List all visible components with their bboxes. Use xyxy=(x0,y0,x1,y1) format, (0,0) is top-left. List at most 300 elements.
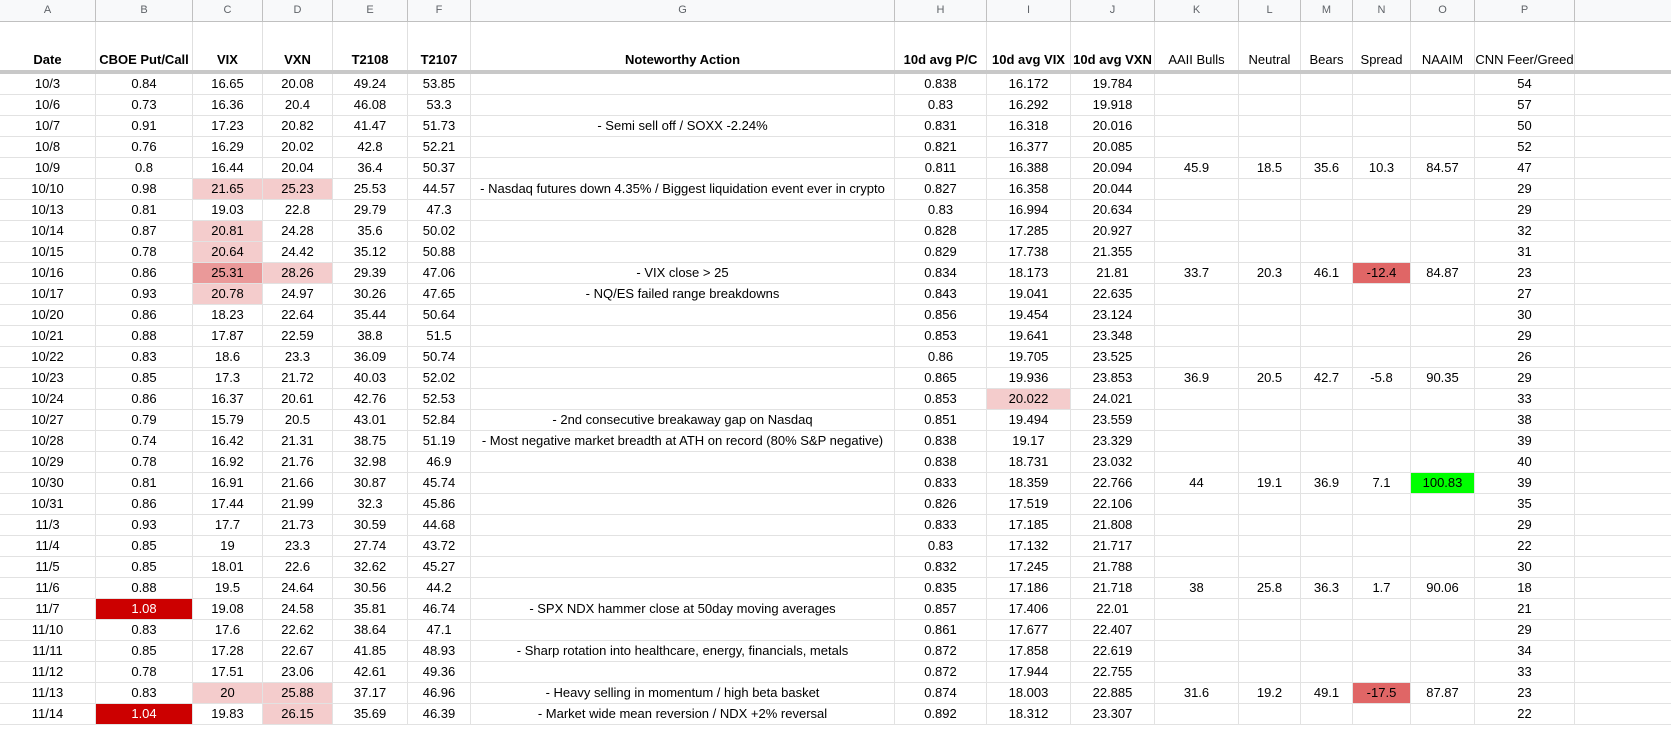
table-cell[interactable]: 42.61 xyxy=(333,662,408,682)
table-cell[interactable]: 41.47 xyxy=(333,116,408,136)
table-cell[interactable] xyxy=(1411,641,1475,661)
table-cell[interactable]: 19.641 xyxy=(987,326,1071,346)
table-cell[interactable]: -5.8 xyxy=(1353,368,1411,388)
table-cell[interactable]: 11/7 xyxy=(0,599,96,619)
table-cell[interactable] xyxy=(1155,389,1239,409)
note-cell[interactable] xyxy=(471,515,895,535)
table-cell[interactable]: 23.3 xyxy=(263,536,333,556)
table-cell[interactable]: 10/20 xyxy=(0,305,96,325)
table-cell[interactable]: 15.79 xyxy=(193,410,263,430)
table-cell[interactable]: 49.36 xyxy=(408,662,471,682)
table-cell[interactable]: 21.808 xyxy=(1071,515,1155,535)
table-cell[interactable]: 0.843 xyxy=(895,284,987,304)
table-cell[interactable]: 46.39 xyxy=(408,704,471,724)
table-cell[interactable]: 21.31 xyxy=(263,431,333,451)
table-cell[interactable]: 33.7 xyxy=(1155,263,1239,283)
table-cell[interactable]: 20.634 xyxy=(1071,200,1155,220)
table-cell[interactable]: 30.56 xyxy=(333,578,408,598)
table-cell[interactable] xyxy=(1411,599,1475,619)
table-cell[interactable]: 33 xyxy=(1475,389,1575,409)
note-cell[interactable] xyxy=(471,200,895,220)
table-cell[interactable]: 100.83 xyxy=(1411,473,1475,493)
table-cell[interactable]: 0.86 xyxy=(96,263,193,283)
table-cell[interactable]: 19 xyxy=(193,536,263,556)
column-letter-g[interactable]: G xyxy=(471,0,895,21)
table-cell[interactable]: 26.15 xyxy=(263,704,333,724)
note-cell[interactable]: - NQ/ES failed range breakdowns xyxy=(471,284,895,304)
table-cell[interactable] xyxy=(1353,494,1411,514)
table-cell[interactable]: 10/16 xyxy=(0,263,96,283)
table-cell[interactable]: 22.59 xyxy=(263,326,333,346)
note-cell[interactable]: - Nasdaq futures down 4.35% / Biggest liquidation event ever in crypto xyxy=(471,179,895,199)
table-cell[interactable]: 17.7 xyxy=(193,515,263,535)
table-cell[interactable] xyxy=(1239,137,1301,157)
table-cell[interactable] xyxy=(1239,200,1301,220)
table-cell[interactable]: 20.04 xyxy=(263,158,333,178)
header-cell[interactable]: Date xyxy=(0,22,96,70)
table-cell[interactable]: 17.677 xyxy=(987,620,1071,640)
table-cell[interactable]: 10/28 xyxy=(0,431,96,451)
table-cell[interactable] xyxy=(1239,410,1301,430)
table-cell[interactable] xyxy=(1239,620,1301,640)
table-cell[interactable]: 16.172 xyxy=(987,74,1071,94)
table-cell[interactable]: 17.6 xyxy=(193,620,263,640)
table-cell[interactable]: 0.88 xyxy=(96,326,193,346)
table-cell[interactable] xyxy=(1155,599,1239,619)
table-cell[interactable] xyxy=(1239,74,1301,94)
table-cell[interactable]: 90.06 xyxy=(1411,578,1475,598)
table-cell[interactable]: 35.81 xyxy=(333,599,408,619)
table-cell[interactable] xyxy=(1411,200,1475,220)
table-cell[interactable]: 20.61 xyxy=(263,389,333,409)
note-cell[interactable] xyxy=(471,452,895,472)
table-cell[interactable]: 36.9 xyxy=(1155,368,1239,388)
table-cell[interactable]: 0.838 xyxy=(895,431,987,451)
table-cell[interactable]: 10/27 xyxy=(0,410,96,430)
table-cell[interactable]: 35.12 xyxy=(333,242,408,262)
table-cell[interactable]: 16.37 xyxy=(193,389,263,409)
header-cell[interactable]: T2107 xyxy=(408,22,471,70)
column-letter-b[interactable]: B xyxy=(96,0,193,21)
table-cell[interactable]: 18.173 xyxy=(987,263,1071,283)
table-cell[interactable]: 20.5 xyxy=(263,410,333,430)
table-cell[interactable] xyxy=(1301,494,1353,514)
table-cell[interactable]: 53.85 xyxy=(408,74,471,94)
note-cell[interactable] xyxy=(471,347,895,367)
table-cell[interactable]: 0.826 xyxy=(895,494,987,514)
note-cell[interactable] xyxy=(471,494,895,514)
table-cell[interactable] xyxy=(1301,179,1353,199)
table-cell[interactable]: 22.64 xyxy=(263,305,333,325)
table-cell[interactable]: 16.42 xyxy=(193,431,263,451)
table-cell[interactable]: 20.64 xyxy=(193,242,263,262)
note-cell[interactable] xyxy=(471,368,895,388)
table-cell[interactable]: 16.358 xyxy=(987,179,1071,199)
table-cell[interactable]: 0.86 xyxy=(96,494,193,514)
table-cell[interactable]: 0.87 xyxy=(96,221,193,241)
table-cell[interactable]: 0.78 xyxy=(96,452,193,472)
table-cell[interactable] xyxy=(1353,641,1411,661)
column-letter-h[interactable]: H xyxy=(895,0,987,21)
table-cell[interactable]: 30.26 xyxy=(333,284,408,304)
table-cell[interactable]: 46.96 xyxy=(408,683,471,703)
table-cell[interactable]: 18.23 xyxy=(193,305,263,325)
header-cell[interactable]: Bears xyxy=(1301,22,1353,70)
table-cell[interactable]: 0.83 xyxy=(96,683,193,703)
table-cell[interactable]: 0.861 xyxy=(895,620,987,640)
header-cell[interactable]: CNN Feer/Greed xyxy=(1475,22,1575,70)
table-cell[interactable]: 23.124 xyxy=(1071,305,1155,325)
table-cell[interactable] xyxy=(1353,431,1411,451)
table-cell[interactable]: 52.02 xyxy=(408,368,471,388)
table-cell[interactable] xyxy=(1239,326,1301,346)
table-cell[interactable]: -12.4 xyxy=(1353,263,1411,283)
table-cell[interactable]: 50.37 xyxy=(408,158,471,178)
note-cell[interactable]: - 2nd consecutive breakaway gap on Nasdaq xyxy=(471,410,895,430)
table-cell[interactable]: 1.08 xyxy=(96,599,193,619)
table-cell[interactable]: 45.74 xyxy=(408,473,471,493)
table-cell[interactable]: 11/4 xyxy=(0,536,96,556)
table-cell[interactable]: 49.1 xyxy=(1301,683,1353,703)
note-cell[interactable] xyxy=(471,389,895,409)
table-cell[interactable]: 44.57 xyxy=(408,179,471,199)
table-cell[interactable] xyxy=(1301,410,1353,430)
table-cell[interactable]: 1.04 xyxy=(96,704,193,724)
table-cell[interactable]: 47.06 xyxy=(408,263,471,283)
note-cell[interactable] xyxy=(471,620,895,640)
note-cell[interactable]: - Heavy selling in momentum / high beta basket xyxy=(471,683,895,703)
table-cell[interactable]: 10/17 xyxy=(0,284,96,304)
table-cell[interactable]: 19.83 xyxy=(193,704,263,724)
table-cell[interactable] xyxy=(1301,347,1353,367)
table-cell[interactable]: 16.36 xyxy=(193,95,263,115)
header-cell[interactable]: 10d avg VXN xyxy=(1071,22,1155,70)
table-cell[interactable]: 10/31 xyxy=(0,494,96,514)
table-cell[interactable]: 17.23 xyxy=(193,116,263,136)
table-cell[interactable] xyxy=(1239,452,1301,472)
note-cell[interactable] xyxy=(471,137,895,157)
table-cell[interactable]: 0.872 xyxy=(895,641,987,661)
table-cell[interactable]: 51.73 xyxy=(408,116,471,136)
table-cell[interactable]: 19.03 xyxy=(193,200,263,220)
table-cell[interactable]: 47.1 xyxy=(408,620,471,640)
table-cell[interactable]: 39 xyxy=(1475,473,1575,493)
table-cell[interactable]: 0.821 xyxy=(895,137,987,157)
table-cell[interactable]: 11/5 xyxy=(0,557,96,577)
table-cell[interactable]: 0.81 xyxy=(96,200,193,220)
table-cell[interactable]: 0.853 xyxy=(895,326,987,346)
table-cell[interactable]: 24.97 xyxy=(263,284,333,304)
table-cell[interactable]: 11/3 xyxy=(0,515,96,535)
table-cell[interactable] xyxy=(1353,326,1411,346)
table-cell[interactable]: 24.28 xyxy=(263,221,333,241)
table-cell[interactable]: 17.185 xyxy=(987,515,1071,535)
table-cell[interactable]: 87.87 xyxy=(1411,683,1475,703)
table-cell[interactable]: 16.44 xyxy=(193,158,263,178)
header-cell[interactable]: T2108 xyxy=(333,22,408,70)
table-cell[interactable]: 47 xyxy=(1475,158,1575,178)
table-cell[interactable] xyxy=(1353,704,1411,724)
table-cell[interactable]: 0.832 xyxy=(895,557,987,577)
table-cell[interactable]: 0.85 xyxy=(96,368,193,388)
table-cell[interactable] xyxy=(1155,221,1239,241)
table-cell[interactable]: 20.016 xyxy=(1071,116,1155,136)
table-cell[interactable] xyxy=(1239,599,1301,619)
table-cell[interactable]: 50.88 xyxy=(408,242,471,262)
table-cell[interactable]: 0.833 xyxy=(895,515,987,535)
table-cell[interactable] xyxy=(1353,536,1411,556)
table-cell[interactable]: 0.827 xyxy=(895,179,987,199)
table-cell[interactable]: 17.28 xyxy=(193,641,263,661)
table-cell[interactable]: 0.8 xyxy=(96,158,193,178)
table-cell[interactable]: 24.58 xyxy=(263,599,333,619)
table-cell[interactable]: 0.833 xyxy=(895,473,987,493)
table-cell[interactable] xyxy=(1411,662,1475,682)
table-cell[interactable] xyxy=(1239,641,1301,661)
table-cell[interactable]: 30.87 xyxy=(333,473,408,493)
table-cell[interactable] xyxy=(1301,116,1353,136)
table-cell[interactable]: 17.519 xyxy=(987,494,1071,514)
table-cell[interactable]: 19.041 xyxy=(987,284,1071,304)
table-cell[interactable]: 0.853 xyxy=(895,389,987,409)
table-cell[interactable]: 10/24 xyxy=(0,389,96,409)
table-cell[interactable]: 35.44 xyxy=(333,305,408,325)
table-cell[interactable]: 32.62 xyxy=(333,557,408,577)
table-cell[interactable] xyxy=(1301,74,1353,94)
table-cell[interactable] xyxy=(1411,347,1475,367)
table-cell[interactable] xyxy=(1155,704,1239,724)
table-cell[interactable]: 44.2 xyxy=(408,578,471,598)
table-cell[interactable] xyxy=(1353,74,1411,94)
table-cell[interactable]: 44 xyxy=(1155,473,1239,493)
table-cell[interactable]: 34 xyxy=(1475,641,1575,661)
table-cell[interactable]: 23.525 xyxy=(1071,347,1155,367)
table-cell[interactable]: 19.454 xyxy=(987,305,1071,325)
header-cell[interactable]: VIX xyxy=(193,22,263,70)
table-cell[interactable] xyxy=(1155,620,1239,640)
table-cell[interactable]: 16.91 xyxy=(193,473,263,493)
table-cell[interactable]: 41.85 xyxy=(333,641,408,661)
note-cell[interactable] xyxy=(471,158,895,178)
table-cell[interactable]: 21.355 xyxy=(1071,242,1155,262)
table-cell[interactable] xyxy=(1301,326,1353,346)
table-cell[interactable] xyxy=(1411,389,1475,409)
table-cell[interactable] xyxy=(1301,389,1353,409)
table-cell[interactable]: 0.76 xyxy=(96,137,193,157)
table-cell[interactable] xyxy=(1155,95,1239,115)
table-cell[interactable]: 19.5 xyxy=(193,578,263,598)
note-cell[interactable]: - VIX close > 25 xyxy=(471,263,895,283)
table-cell[interactable]: 29 xyxy=(1475,515,1575,535)
table-cell[interactable]: 21 xyxy=(1475,599,1575,619)
table-cell[interactable] xyxy=(1411,242,1475,262)
table-cell[interactable]: 0.85 xyxy=(96,536,193,556)
table-cell[interactable]: 40 xyxy=(1475,452,1575,472)
table-cell[interactable] xyxy=(1411,74,1475,94)
table-cell[interactable] xyxy=(1353,200,1411,220)
table-cell[interactable]: 16.318 xyxy=(987,116,1071,136)
table-cell[interactable]: 22.885 xyxy=(1071,683,1155,703)
table-cell[interactable]: 25.23 xyxy=(263,179,333,199)
table-cell[interactable] xyxy=(1411,704,1475,724)
table-cell[interactable] xyxy=(1353,515,1411,535)
table-cell[interactable]: 46.08 xyxy=(333,95,408,115)
table-cell[interactable]: 17.87 xyxy=(193,326,263,346)
table-cell[interactable]: 20.022 xyxy=(987,389,1071,409)
table-cell[interactable]: 51.5 xyxy=(408,326,471,346)
table-cell[interactable]: 10/30 xyxy=(0,473,96,493)
table-cell[interactable] xyxy=(1411,284,1475,304)
table-cell[interactable]: 10/23 xyxy=(0,368,96,388)
table-cell[interactable]: 27 xyxy=(1475,284,1575,304)
table-cell[interactable]: 36.9 xyxy=(1301,473,1353,493)
table-cell[interactable]: 0.85 xyxy=(96,641,193,661)
note-cell[interactable] xyxy=(471,662,895,682)
table-cell[interactable]: 84.87 xyxy=(1411,263,1475,283)
table-cell[interactable]: 23.032 xyxy=(1071,452,1155,472)
table-cell[interactable] xyxy=(1301,599,1353,619)
table-cell[interactable]: 10.3 xyxy=(1353,158,1411,178)
table-cell[interactable]: 31 xyxy=(1475,242,1575,262)
table-cell[interactable]: 23.853 xyxy=(1071,368,1155,388)
table-cell[interactable] xyxy=(1301,515,1353,535)
table-cell[interactable] xyxy=(1239,347,1301,367)
table-cell[interactable]: 22.8 xyxy=(263,200,333,220)
table-cell[interactable]: 0.83 xyxy=(895,95,987,115)
table-cell[interactable]: 38 xyxy=(1155,578,1239,598)
table-cell[interactable] xyxy=(1411,494,1475,514)
table-cell[interactable]: 21.788 xyxy=(1071,557,1155,577)
table-cell[interactable]: 23 xyxy=(1475,683,1575,703)
table-cell[interactable]: 0.874 xyxy=(895,683,987,703)
table-cell[interactable] xyxy=(1353,452,1411,472)
table-cell[interactable]: 17.3 xyxy=(193,368,263,388)
table-cell[interactable]: 20.82 xyxy=(263,116,333,136)
table-cell[interactable]: 25.53 xyxy=(333,179,408,199)
table-cell[interactable]: 18.359 xyxy=(987,473,1071,493)
table-cell[interactable]: 22 xyxy=(1475,536,1575,556)
table-cell[interactable] xyxy=(1301,95,1353,115)
note-cell[interactable] xyxy=(471,536,895,556)
table-cell[interactable] xyxy=(1239,116,1301,136)
table-cell[interactable]: 10/22 xyxy=(0,347,96,367)
table-cell[interactable]: 10/21 xyxy=(0,326,96,346)
table-cell[interactable] xyxy=(1155,242,1239,262)
table-cell[interactable]: 28.26 xyxy=(263,263,333,283)
table-cell[interactable] xyxy=(1353,179,1411,199)
table-cell[interactable]: 11/11 xyxy=(0,641,96,661)
table-cell[interactable] xyxy=(1411,326,1475,346)
column-letter-a[interactable]: A xyxy=(0,0,96,21)
table-cell[interactable]: 0.838 xyxy=(895,452,987,472)
header-cell[interactable]: NAAIM xyxy=(1411,22,1475,70)
table-cell[interactable]: 16.377 xyxy=(987,137,1071,157)
table-cell[interactable]: 19.784 xyxy=(1071,74,1155,94)
table-cell[interactable]: 18.01 xyxy=(193,557,263,577)
table-cell[interactable]: 44.68 xyxy=(408,515,471,535)
table-cell[interactable] xyxy=(1411,221,1475,241)
table-cell[interactable]: 1.7 xyxy=(1353,578,1411,598)
table-cell[interactable]: 45.9 xyxy=(1155,158,1239,178)
table-cell[interactable]: 18.312 xyxy=(987,704,1071,724)
table-cell[interactable] xyxy=(1411,515,1475,535)
table-cell[interactable] xyxy=(1239,515,1301,535)
table-cell[interactable]: 42.7 xyxy=(1301,368,1353,388)
note-cell[interactable] xyxy=(471,326,895,346)
table-cell[interactable]: 10/29 xyxy=(0,452,96,472)
table-cell[interactable]: 20.81 xyxy=(193,221,263,241)
table-cell[interactable]: 0.811 xyxy=(895,158,987,178)
table-cell[interactable]: 21.717 xyxy=(1071,536,1155,556)
table-cell[interactable] xyxy=(1411,431,1475,451)
table-cell[interactable]: 50.02 xyxy=(408,221,471,241)
table-cell[interactable]: 0.83 xyxy=(96,347,193,367)
table-cell[interactable]: 18.5 xyxy=(1239,158,1301,178)
table-cell[interactable]: 0.78 xyxy=(96,662,193,682)
table-cell[interactable]: 16.388 xyxy=(987,158,1071,178)
table-cell[interactable]: 22.01 xyxy=(1071,599,1155,619)
table-cell[interactable]: 0.834 xyxy=(895,263,987,283)
column-letter-m[interactable]: M xyxy=(1301,0,1353,21)
table-cell[interactable]: 0.831 xyxy=(895,116,987,136)
note-cell[interactable] xyxy=(471,221,895,241)
column-letter-p[interactable]: P xyxy=(1475,0,1575,21)
header-cell[interactable]: Spread xyxy=(1353,22,1411,70)
table-cell[interactable] xyxy=(1301,431,1353,451)
table-cell[interactable]: 16.65 xyxy=(193,74,263,94)
table-cell[interactable]: 57 xyxy=(1475,95,1575,115)
table-cell[interactable] xyxy=(1301,557,1353,577)
column-letter-c[interactable]: C xyxy=(193,0,263,21)
table-cell[interactable]: 31.6 xyxy=(1155,683,1239,703)
table-cell[interactable]: 0.91 xyxy=(96,116,193,136)
table-cell[interactable]: 0.838 xyxy=(895,74,987,94)
table-cell[interactable]: 23 xyxy=(1475,263,1575,283)
table-cell[interactable] xyxy=(1411,410,1475,430)
table-cell[interactable]: 0.851 xyxy=(895,410,987,430)
column-letter-i[interactable]: I xyxy=(987,0,1071,21)
table-cell[interactable]: 22.6 xyxy=(263,557,333,577)
table-cell[interactable]: 0.98 xyxy=(96,179,193,199)
note-cell[interactable] xyxy=(471,242,895,262)
table-cell[interactable]: 24.42 xyxy=(263,242,333,262)
table-cell[interactable] xyxy=(1155,137,1239,157)
table-cell[interactable]: 0.79 xyxy=(96,410,193,430)
table-cell[interactable]: 32.3 xyxy=(333,494,408,514)
table-cell[interactable]: 24.021 xyxy=(1071,389,1155,409)
note-cell[interactable]: - SPX NDX hammer close at 50day moving averages xyxy=(471,599,895,619)
table-cell[interactable]: 35.6 xyxy=(333,221,408,241)
table-cell[interactable]: 19.1 xyxy=(1239,473,1301,493)
table-cell[interactable]: 38.8 xyxy=(333,326,408,346)
table-cell[interactable] xyxy=(1301,242,1353,262)
table-cell[interactable]: 23.559 xyxy=(1071,410,1155,430)
table-cell[interactable] xyxy=(1353,557,1411,577)
table-cell[interactable]: 20.094 xyxy=(1071,158,1155,178)
table-cell[interactable] xyxy=(1411,179,1475,199)
table-cell[interactable]: 21.76 xyxy=(263,452,333,472)
table-cell[interactable]: 50 xyxy=(1475,116,1575,136)
table-cell[interactable] xyxy=(1155,326,1239,346)
table-cell[interactable]: 17.132 xyxy=(987,536,1071,556)
table-cell[interactable]: 0.81 xyxy=(96,473,193,493)
table-cell[interactable]: 20.927 xyxy=(1071,221,1155,241)
table-cell[interactable] xyxy=(1155,410,1239,430)
table-cell[interactable]: 19.936 xyxy=(987,368,1071,388)
table-cell[interactable] xyxy=(1353,599,1411,619)
table-cell[interactable]: 17.285 xyxy=(987,221,1071,241)
table-cell[interactable] xyxy=(1239,536,1301,556)
